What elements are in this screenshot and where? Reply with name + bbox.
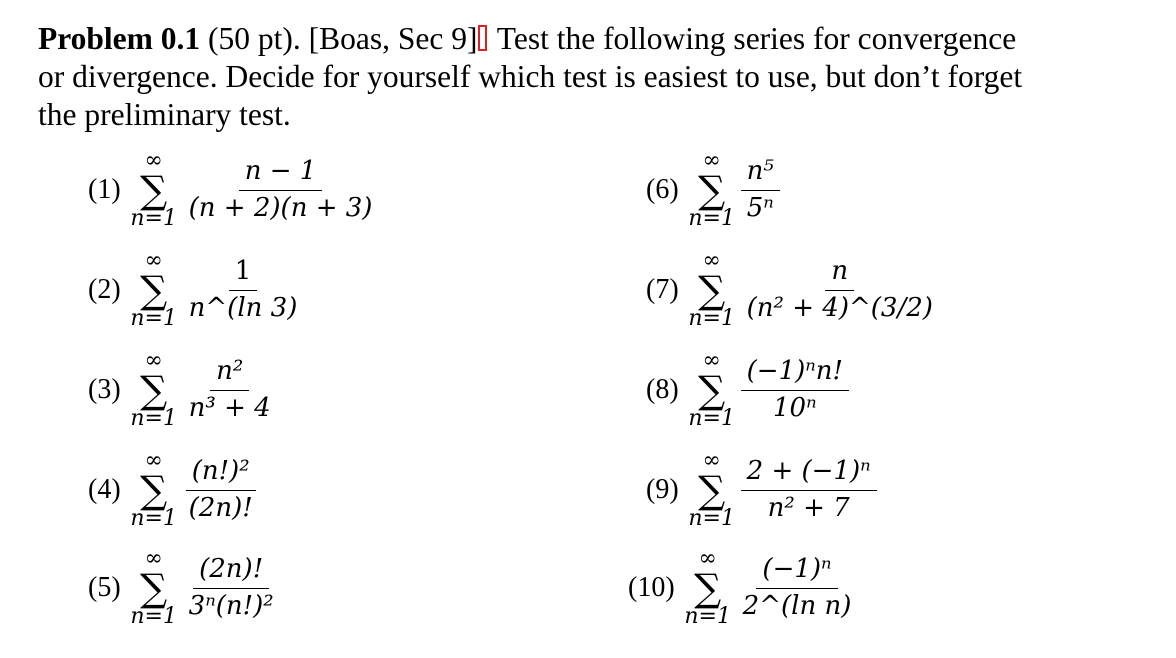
- sigma-icon: ∑: [140, 168, 168, 212]
- fraction: [741, 357, 849, 424]
- sum-upper: ∞: [144, 148, 163, 173]
- sigma-icon: ∑: [140, 268, 168, 312]
- series-number: (3): [88, 374, 121, 405]
- sum-upper: ∞: [144, 248, 163, 273]
- sigma: [689, 250, 735, 330]
- series-7: [646, 250, 939, 330]
- denominator: 5ⁿ: [746, 192, 774, 223]
- series-number: (6): [646, 174, 679, 205]
- sigma: [131, 548, 177, 628]
- denominator: (n² + 4)^(3/2): [746, 292, 933, 323]
- sum-upper: ∞: [144, 546, 163, 571]
- series-number: (2): [88, 274, 121, 305]
- sum-upper: ∞: [702, 348, 721, 373]
- sigma-icon: ∑: [698, 268, 726, 312]
- series-1: [88, 150, 378, 230]
- series-6: [646, 150, 780, 230]
- sigma-icon: ∑: [140, 468, 168, 512]
- sum-lower: n=1: [130, 506, 177, 531]
- series-4: [88, 450, 259, 530]
- sigma: [689, 150, 735, 230]
- sigma: [131, 250, 177, 330]
- denominator: n³ + 4: [188, 392, 271, 423]
- sum-upper: ∞: [144, 348, 163, 373]
- series-9: [646, 450, 877, 530]
- problem-text-line1: Test the following series for convergence: [496, 21, 1017, 56]
- sum-lower: n=1: [684, 604, 731, 629]
- sum-upper: ∞: [702, 148, 721, 173]
- sum-lower: n=1: [130, 306, 177, 331]
- fraction: [183, 257, 304, 324]
- numerator: 2 + (−1)ⁿ: [741, 457, 877, 491]
- numerator: (n!)²: [186, 457, 256, 491]
- denominator: (2n)!: [188, 492, 253, 523]
- sum-upper: ∞: [144, 448, 163, 473]
- numerator: (−1)ⁿ: [756, 555, 837, 589]
- problem-text-line3: the preliminary test.: [38, 97, 291, 132]
- series-number: (10): [628, 572, 675, 603]
- fraction: [737, 555, 858, 622]
- fraction: [183, 357, 277, 424]
- series-number: (5): [88, 572, 121, 603]
- series-number: (4): [88, 474, 121, 505]
- sum-lower: n=1: [130, 604, 177, 629]
- numerator: 1: [229, 257, 258, 291]
- series-10: [628, 548, 857, 628]
- sigma: [685, 548, 731, 628]
- fraction: [741, 457, 877, 524]
- sigma: [131, 150, 177, 230]
- series-number: (7): [646, 274, 679, 305]
- numerator: n²: [210, 357, 249, 391]
- problem-reference: [Boas, Sec 9]: [308, 21, 478, 56]
- series-number: (8): [646, 374, 679, 405]
- fraction: [183, 157, 379, 224]
- sigma-icon: ∑: [698, 468, 726, 512]
- sigma-icon: ∑: [140, 566, 168, 610]
- problem-text-line2: or divergence. Decide for yourself which test is easiest to use, but don’t forget: [38, 59, 1023, 94]
- numerator: (2n)!: [193, 555, 269, 589]
- sigma: [131, 350, 177, 430]
- sum-lower: n=1: [688, 406, 735, 431]
- sigma-icon: ∑: [698, 368, 726, 412]
- sum-upper: ∞: [698, 546, 717, 571]
- series-3: [88, 350, 277, 430]
- fraction: [183, 555, 280, 622]
- denominator: 3ⁿ(n!)²: [188, 590, 274, 621]
- series-5: [88, 548, 280, 628]
- sum-lower: n=1: [688, 206, 735, 231]
- denominator: 10ⁿ: [773, 392, 817, 423]
- sigma-icon: ∑: [698, 168, 726, 212]
- denominator: 2^(ln n): [742, 590, 852, 621]
- citation-marker[interactable]: [478, 25, 487, 51]
- fraction: [741, 257, 939, 324]
- numerator: (−1)ⁿn!: [741, 357, 849, 391]
- sum-lower: n=1: [130, 206, 177, 231]
- denominator: n² + 7: [767, 492, 850, 523]
- series-number: (9): [646, 474, 679, 505]
- series-2: [88, 250, 303, 330]
- numerator: n: [825, 257, 854, 291]
- series-number: (1): [88, 174, 121, 205]
- denominator: (n + 2)(n + 3): [188, 192, 373, 223]
- sigma: [131, 450, 177, 530]
- fraction: [741, 157, 780, 224]
- problem-label: Problem 0.1: [38, 21, 201, 56]
- sigma: [689, 350, 735, 430]
- sigma: [689, 450, 735, 530]
- sigma-icon: ∑: [694, 566, 722, 610]
- sum-lower: n=1: [130, 406, 177, 431]
- problem-points: (50 pt).: [208, 21, 301, 56]
- numerator: n⁵: [741, 157, 780, 191]
- fraction: [183, 457, 259, 524]
- sum-lower: n=1: [688, 306, 735, 331]
- numerator: n − 1: [239, 157, 323, 191]
- series-8: [646, 350, 849, 430]
- sum-upper: ∞: [702, 448, 721, 473]
- denominator: n^(ln 3): [188, 292, 298, 323]
- sum-lower: n=1: [688, 506, 735, 531]
- sigma-icon: ∑: [140, 368, 168, 412]
- problem-statement: [38, 20, 1148, 134]
- sum-upper: ∞: [702, 248, 721, 273]
